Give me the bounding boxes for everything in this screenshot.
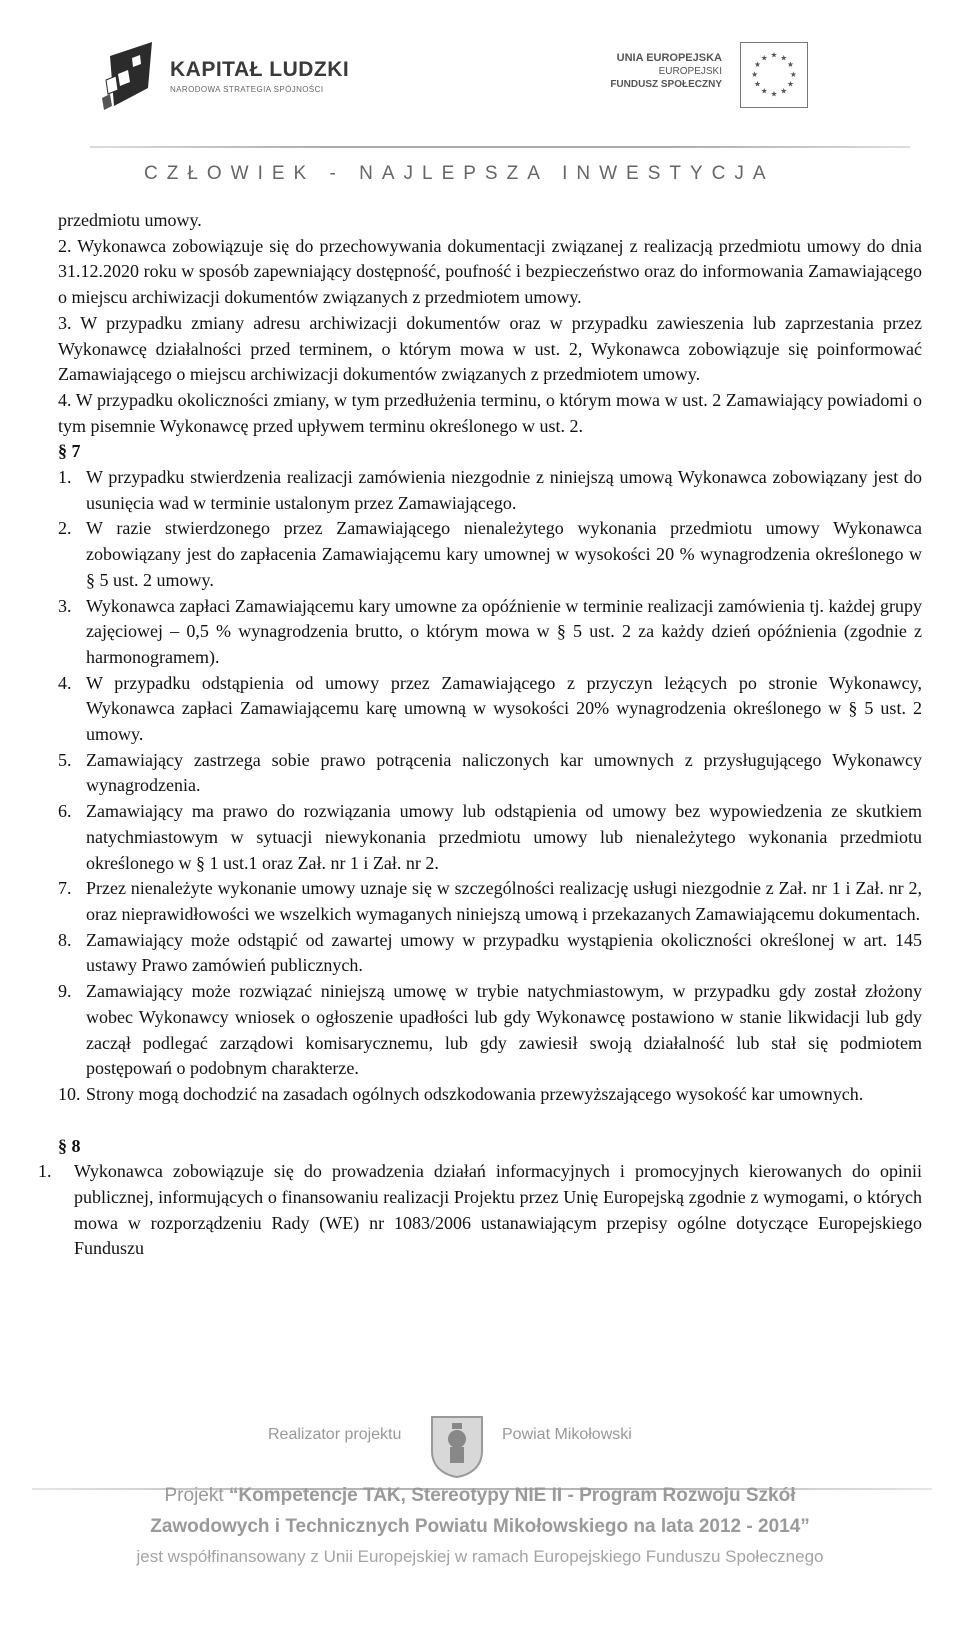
footer-project-title-part2: Zawodowych i Technicznych Powiatu Mikołowskiego na lata 2012 - 2014” bbox=[150, 1516, 810, 1537]
list-item-number: 9. bbox=[58, 981, 72, 1002]
list-item bbox=[58, 311, 922, 388]
kapital-ludzki-logo bbox=[100, 36, 350, 118]
svg-text:★: ★ bbox=[780, 86, 788, 96]
list-item-text: Wykonawca zapłaci Zamawiającemu kary umowne za opóźnienie w terminie realizacji zamówienia tj. każdej grupy zajęciowej – 0,5 % wynagrodzenia brutto, o którym mowa w § 5 ust. 2 za każdy dzień opóźnienia (zgodnie z harmonogramem). bbox=[86, 595, 922, 667]
list-item bbox=[58, 465, 922, 516]
svg-text:★: ★ bbox=[751, 69, 759, 79]
svg-text:★: ★ bbox=[770, 50, 778, 60]
header-divider bbox=[90, 146, 910, 148]
svg-text:★: ★ bbox=[760, 86, 768, 96]
list-item bbox=[58, 671, 922, 748]
list-item-number: 3. bbox=[58, 595, 72, 616]
svg-text:★: ★ bbox=[789, 69, 797, 79]
list-item-number: 10. bbox=[58, 1083, 81, 1104]
kapital-ludzki-subtitle: NARODOWA STRATEGIA SPÓJNOŚCI bbox=[170, 85, 324, 94]
svg-text:★: ★ bbox=[787, 60, 794, 70]
svg-text:★: ★ bbox=[760, 53, 768, 63]
list-item-text: Zamawiający zastrzega sobie prawo potrącenia naliczonych kar umownych z przysługującego Wykonawcy wynagrodzenia. bbox=[86, 749, 922, 796]
list-item bbox=[58, 594, 922, 671]
eu-logo-line1: UNIA EUROPEJSKA bbox=[616, 52, 722, 64]
footer-realizator-label: Realizator projektu bbox=[268, 1426, 402, 1443]
footer-project-prefix: Projekt bbox=[164, 1485, 229, 1506]
powiat-crest-icon bbox=[428, 1413, 486, 1479]
list-item-number: 7. bbox=[58, 878, 72, 899]
list-item-text: Wykonawca zobowiązuje się do przechowywania dokumentacji związanej z realizacją przedmiotu umowy do dnia 31.12.2020 roku w sposób zapewniający dostępność, poufność i bezpieczeństwo oraz do informowania Zamawiającego o miejscu archiwizacji dokumentów związanych z przedmiotem umowy. bbox=[58, 235, 922, 308]
list-item-text: Wykonawca zobowiązuje się do prowadzenia działań informacyjnych i promocyjnych kierowanych do opinii publicznej, informujących o finansowaniu realizacji Projektu przez Unię Europejską zgodnie z wymogami, o których mowa w rozporządzeniu Rady (WE) nr 1083/2006 ustanawiającym przepisy ogólne dotyczące Europejskiego Funduszu bbox=[74, 1161, 922, 1259]
list-item-text: Zamawiający może odstąpić od zawartej umowy w przypadku wystąpienia okoliczności określonej w art. 145 ustawy Prawo zamówień publicznych. bbox=[86, 929, 922, 976]
list-item-text: W razie stwierdzonego przez Zamawiającego nienależytego wykonania przedmiotu umowy Wykonawca zobowiązany jest do zapłacenia Zamawiającemu kary umownej w wysokości 20 % wynagrodzenia określonego w § 5 ust. 2 umowy. bbox=[86, 518, 922, 590]
eu-logo-line2: EUROPEJSKI bbox=[658, 66, 722, 77]
header-slogan: CZŁOWIEK - NAJLEPSZA INWESTYCJA bbox=[144, 163, 775, 184]
list-item-text: W przypadku odstąpienia od umowy przez Zamawiającego z przyczyn leżących po stronie Wykonawcy, Wykonawca zapłaci Zamawiającemu karę umowną w wysokości 20% wynagrodzenia określonego w § 5 ust. 2 umowy. bbox=[86, 672, 922, 745]
list-item bbox=[58, 876, 922, 927]
list-item-number: 3. bbox=[58, 312, 72, 333]
footer-project-line-1 bbox=[0, 1485, 960, 1507]
section-heading-7: § 7 bbox=[58, 441, 81, 462]
footer-powiat-label: Powiat Mikołowski bbox=[502, 1426, 632, 1443]
list-item bbox=[38, 1159, 922, 1262]
list-item bbox=[58, 979, 922, 1082]
eu-flag-icon bbox=[740, 42, 808, 108]
section-6-list bbox=[58, 234, 922, 440]
list-item-number: 6. bbox=[58, 801, 72, 822]
list-item-text: W przypadku stwierdzenia realizacji zamówienia niezgodnie z niniejszą umową Wykonawca zobowiązany jest do usunięcia wad w terminie ustalonym przez Zamawiającego. bbox=[86, 467, 922, 513]
eu-logo-text bbox=[610, 52, 722, 91]
list-item bbox=[58, 928, 922, 979]
section-heading-8: § 8 bbox=[58, 1135, 81, 1156]
list-item-number: 2. bbox=[58, 235, 72, 256]
list-item-number: 4. bbox=[58, 389, 72, 410]
intro-line: przedmiotu umowy. bbox=[58, 210, 202, 230]
page-header bbox=[0, 0, 960, 200]
svg-text:★: ★ bbox=[787, 79, 794, 89]
section-8-list bbox=[38, 1159, 922, 1262]
list-item bbox=[58, 388, 922, 439]
list-item-number: 1. bbox=[58, 467, 72, 488]
list-item bbox=[58, 748, 922, 799]
list-item-text: W przypadku zmiany adresu archiwizacji dokumentów oraz w przypadku zawieszenia lub zaprzestania przez Wykonawcę działalności przed terminem, o którym mowa w ust. 2, Wykonawca zobowiązuje się poinformować Zamawiającego o miejscu archiwizacji dokumentów związanych z przedmiotem umowy. bbox=[58, 312, 922, 385]
list-item-number: 5. bbox=[58, 749, 72, 770]
svg-text:★: ★ bbox=[770, 89, 778, 99]
list-item bbox=[58, 234, 922, 311]
list-item-text: Strony mogą dochodzić na zasadach ogólnych odszkodowania przewyższającego wysokość kar umownych. bbox=[86, 1083, 864, 1104]
list-item-text: Zamawiający ma prawo do rozwiązania umowy lub odstąpienia od umowy bez wypowiedzenia ze skutkiem natychmiastowym w sytuacji niewykonania przedmiotu umowy lub nienależytego wykonania przedmiotu określonego w § 1 ust.1 oraz Zał. nr 1 i Zał. nr 2. bbox=[86, 801, 922, 873]
list-item-number: 8. bbox=[58, 929, 72, 950]
list-item bbox=[58, 799, 922, 876]
kapital-ludzki-title: KAPITAŁ LUDZKI bbox=[170, 58, 350, 81]
svg-text:★: ★ bbox=[754, 79, 761, 89]
list-item-text: Przez nienależyte wykonanie umowy uznaje się w szczególności realizację usługi niezgodnie z Zał. nr 1 i Zał. nr 2, oraz nieprawidłowości we wszelkich wymaganych niniejszą umową i przekazanych Zamawiającemu dokumentach. bbox=[86, 878, 922, 924]
eu-logo-line3: FUNDUSZ SPOŁECZNY bbox=[610, 79, 722, 90]
section-gap bbox=[58, 1108, 922, 1134]
footer-cofinancing: jest współfinansowany z Unii Europejskiej w ramach Europejskiego Funduszu Społecznego bbox=[136, 1547, 824, 1566]
svg-text:★: ★ bbox=[754, 60, 761, 70]
eu-logo bbox=[596, 40, 808, 110]
list-item bbox=[58, 1082, 922, 1108]
list-item-number: 2. bbox=[58, 518, 72, 539]
list-item bbox=[58, 516, 922, 593]
footer-project-title-part1: “Kompetencje TAK, Stereotypy NIE II - Program Rozwoju Szkół bbox=[228, 1485, 796, 1506]
document-body bbox=[38, 208, 922, 1262]
section-7-list bbox=[58, 465, 922, 1108]
list-item-number: 4. bbox=[58, 672, 72, 693]
list-item-text: Zamawiający może rozwiązać niniejszą umowę w trybie natychmiastowym, w przypadku gdy został złożony wobec Wykonawcy wniosek o ogłoszenie upadłości lub gdy Wykonawcę postawiono w stanie likwidacji lub gdy zaczął podlegać zarządowi komisarycznemu, lub gdy zawiesił swoją działalność lub stał się podmiotem postępowań o podobnym charakterze. bbox=[86, 981, 922, 1079]
list-item-text: W przypadku okoliczności zmiany, w tym przedłużenia terminu, o którym mowa w ust. 2 Zamawiający powiadomi o tym pisemnie Wykonawcę przed upływem terminu określonego w ust. 2. bbox=[58, 389, 922, 436]
svg-text:★: ★ bbox=[780, 53, 788, 63]
kapital-ludzki-emblem-icon bbox=[100, 36, 162, 116]
list-item-number: 1. bbox=[38, 1161, 52, 1182]
